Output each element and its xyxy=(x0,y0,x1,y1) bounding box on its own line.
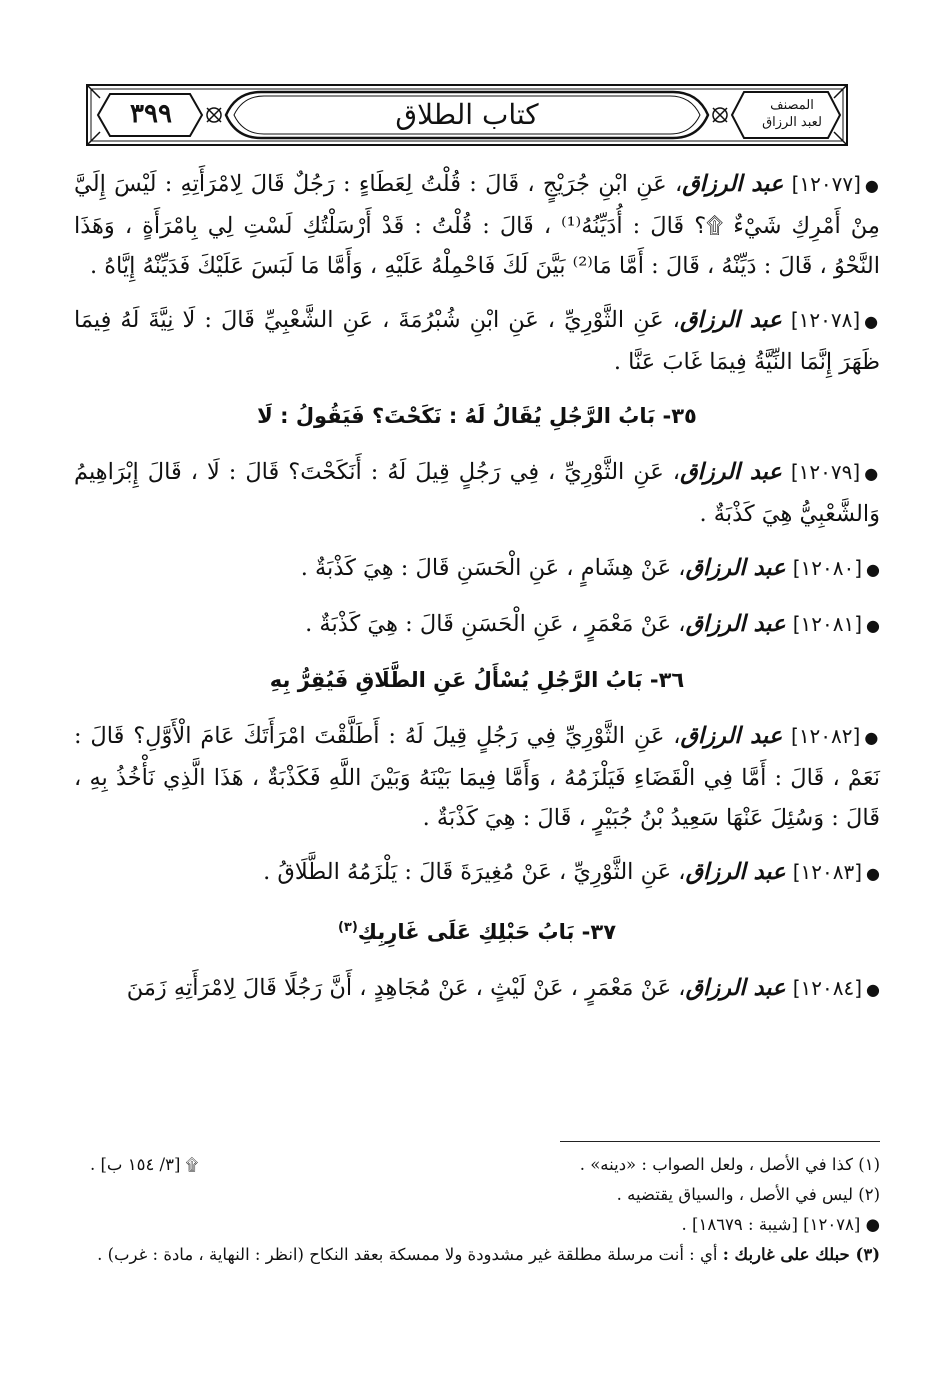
footnote-1: (١) كذا في الأصل ، ولعل الصواب : «دينه» . xyxy=(579,1155,880,1174)
logo-line: المصنف xyxy=(770,98,814,113)
chapter-heading-text: ٣٧- بَابُ حَبْلِكِ عَلَى غَارِبِكِ xyxy=(357,920,617,944)
narrator: عبد الرزاق xyxy=(682,171,784,197)
hadith-text: ، عَنِ الثَّوْرِيِّ ، فِي رَجُلٍ قِيلَ لَهُ : أَنَكَحْتَ؟ قَالَ : لَا ، قَالَ إِبْرَاهِيمُ وَالشَّعْبِيُّ هِيَ كَذْبَةٌ . xyxy=(74,459,880,527)
hadith-number: [١٢٠٨١] xyxy=(792,612,863,636)
logo-line: لعبد الرزاق xyxy=(762,115,822,130)
hadith-number: [١٢٠٨٠] xyxy=(792,556,863,580)
hadith-entry xyxy=(74,164,880,286)
hadith-number: [١٢٠٨٣] xyxy=(792,860,863,884)
footnote-marker[interactable]: (٣) xyxy=(337,920,358,935)
hadith-text: ، عَنِ ابْنِ جُرَيْجٍ ، قَالَ : قُلْتُ لِعَطَاءٍ : رَجُلٌ قَالَ لِامْرَأَتِهِ : لَيْسَ إِلَيَّ مِنْ أَمْرِكِ شَيْءٌ ۩؟ قَالَ : أُدَيِّنُهُ⁽¹⁾ ، قَالَ : قُلْتُ : قَدْ أَرْسَلْتُكِ لَسْتِ لِي بِامْرَأَةٍ ، وَهَذَا النَّحْوُ ، قَالَ : دَيِّنْهُ ، قَالَ : أَمَّا مَا⁽²⁾ بَيَّنَ لَكَ فَاحْمِلْهُ عَلَيْهِ ، وَأَمَّا مَا لَبَسَ عَلَيْكَ فَدَيِّنْهُ إِيَّاهُ . xyxy=(74,171,880,279)
footnote-2: (٢) ليس في الأصل ، والسياق يقتضيه . xyxy=(616,1185,880,1204)
hadith-number: [١٢٠٨٢] xyxy=(791,724,861,748)
manuscript-marker: ۩ [٣/ ١٥٤ ب] . xyxy=(90,1155,199,1174)
narrator: عبد الرزاق xyxy=(685,975,786,1001)
book-logo xyxy=(750,92,834,138)
hadith-entry xyxy=(74,968,880,1010)
hadith-text: ، عَنِ الثَّوْرِيِّ ، عَنِ ابْنِ شُبْرُمَةَ ، عَنِ الشَّعْبِيِّ قَالَ : لَا نِيَّةَ لَهُ فِيمَا ظَهَرَ إِنَّمَا النِّيَّةُ فِيمَا غَابَ عَنَّا . xyxy=(74,307,880,375)
bullet-icon: ● xyxy=(864,728,880,747)
main-text xyxy=(74,164,880,1024)
hadith-entry xyxy=(74,452,880,534)
book-title: كتاب الطلاق xyxy=(395,98,539,131)
footnote-3-text: أي : أنت مرسلة مطلقة غير مشدودة ولا ممسكة بعقد النكاح (انظر : النهاية ، مادة : غرب) . xyxy=(97,1245,723,1264)
footnotes xyxy=(90,1150,880,1270)
bullet-icon: ● xyxy=(866,616,880,635)
hadith-entry xyxy=(74,852,880,894)
hadith-entry xyxy=(74,604,880,646)
hadith-number: [١٢٠٨٤] xyxy=(792,976,863,1000)
hadith-text: ، عَنْ مَعْمَرٍ ، عَنِ الْحَسَنِ قَالَ : هِيَ كَذْبَةٌ . xyxy=(305,611,686,637)
hadith-number: [١٢٠٧٧] xyxy=(791,172,861,196)
bullet-icon: ● xyxy=(866,560,880,579)
hadith-text: ، عَنِ الثَّوْرِيِّ فِي رَجُلٍ قِيلَ لَهُ : أَطَلَّقْتَ امْرَأَتَكَ عَامَ الْأَوَّلِ؟ قَالَ : نَعَمْ ، قَالَ : أَمَّا فِي الْقَضَاءِ فَيَلْزَمُهُ ، وَأَمَّا فِيمَا بَيْنَهُ وَبَيْنَ اللَّهِ فَكَذْبَةٌ ، هَذَا الَّذِي نَأْخُذُ بِهِ ، قَالَ : وَسُئِلَ عَنْهَا سَعِيدُ بْنُ جُبَيْرٍ ، قَالَ : هِيَ كَذْبَةٌ . xyxy=(74,723,880,831)
bullet-icon: ● xyxy=(866,864,880,883)
hadith-entry xyxy=(74,300,880,382)
narrator: عبد الرزاق xyxy=(685,859,786,885)
footnote-row xyxy=(90,1150,880,1180)
page-header xyxy=(86,84,848,146)
hadith-text: ، عَنْ مَعْمَرٍ ، عَنْ لَيْثٍ ، عَنْ مُجَاهِدٍ ، أَنَّ رَجُلًا قَالَ لِامْرَأَتِهِ زَمَنَ xyxy=(126,975,686,1001)
footnote-divider xyxy=(560,1141,880,1142)
bullet-icon: ● xyxy=(866,980,880,999)
hadith-text: ، عَنِ الثَّوْرِيِّ ، عَنْ مُغِيرَةَ قَالَ : يَلْزَمُهُ الطَّلَاقُ . xyxy=(263,859,686,885)
narrator: عبد الرزاق xyxy=(679,307,782,333)
bullet-icon: ● xyxy=(864,176,880,195)
bullet-icon: ● xyxy=(864,464,880,483)
narrator: عبد الرزاق xyxy=(680,459,782,485)
narrator: عبد الرزاق xyxy=(685,611,786,637)
page-number: ٣٩٩ xyxy=(130,99,172,129)
hadith-number: [١٢٠٧٩] xyxy=(790,460,861,484)
footnote-3 xyxy=(90,1240,880,1270)
narrator: عبد الرزاق xyxy=(680,723,783,749)
bullet-icon: ● xyxy=(864,312,880,331)
hadith-entry xyxy=(74,716,880,838)
chapter-heading xyxy=(74,908,880,952)
narrator: عبد الرزاق xyxy=(685,555,786,581)
hadith-entry xyxy=(74,548,880,590)
hadith-text: ، عَنْ هِشَامٍ ، عَنِ الْحَسَنِ قَالَ : هِيَ كَذْبَةٌ . xyxy=(300,555,686,581)
hadith-number: [١٢٠٧٨] xyxy=(790,308,861,332)
footnote-3-term: (٣) حبلك على غاربك : xyxy=(722,1245,880,1264)
footnote-reference: ● [١٢٠٧٨] [شيبة : ١٨٦٧٩] . xyxy=(681,1215,880,1234)
chapter-heading: ٣٦- بَابُ الرَّجُلِ يُسْأَلُ عَنِ الطَّلَاقِ فَيُقِرُّ بِهِ xyxy=(269,668,685,692)
chapter-heading: ٣٥- بَابُ الرَّجُلِ يُقَالُ لَهُ : نَكَحْتَ؟ فَيَقُولُ : لَا xyxy=(257,404,697,428)
